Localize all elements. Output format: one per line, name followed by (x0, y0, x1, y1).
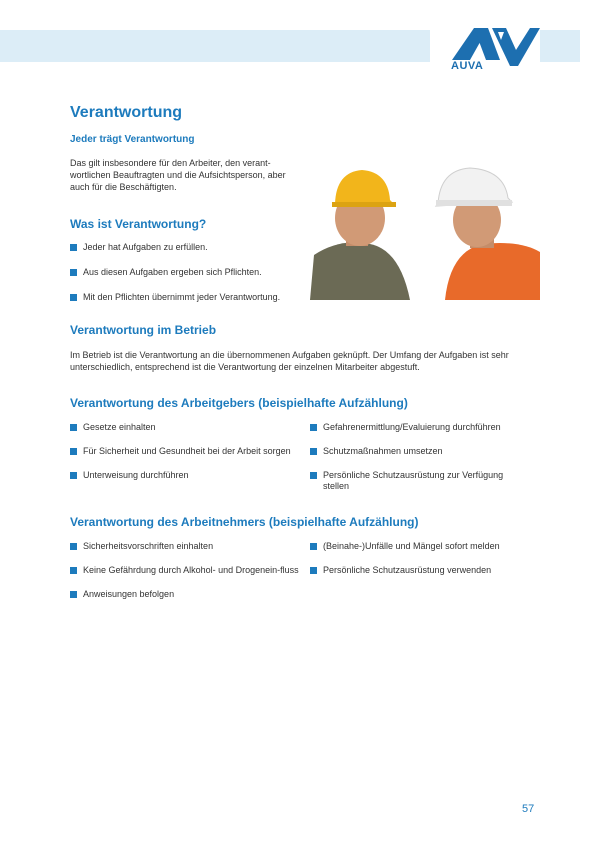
list-item: Jeder hat Aufgaben zu erfüllen. (70, 242, 310, 253)
list-item: (Beinahe-)Unfälle und Mängel sofort melden (310, 541, 530, 552)
list-item: Anweisungen befolgen (70, 589, 305, 600)
page-number: 57 (522, 803, 535, 815)
list-item: Aus diesen Aufgaben ergeben sich Pflichten. (70, 267, 310, 278)
page-title: Verantwortung (70, 104, 183, 121)
section-heading-arbeitnehmer: Verantwortung des Arbeitnehmers (beispielhafte Aufzählung) (70, 515, 419, 529)
list-item: Sicherheitsvorschriften einhalten (70, 541, 305, 552)
what-list (70, 242, 310, 317)
list-item: Gesetze einhalten (70, 422, 305, 433)
list-item: Persönliche Schutzausrüstung verwenden (310, 565, 530, 576)
workers-illustration (310, 160, 540, 300)
arbeitnehmer-list-left (70, 541, 305, 613)
header-band-right (540, 30, 580, 62)
arbeitnehmer-list-right (310, 541, 530, 589)
list-item: Schutzmaßnahmen umsetzen (310, 446, 530, 457)
list-item: Gefahrenermittlung/Evaluierung durchführen (310, 422, 530, 433)
section-heading-betrieb: Verantwortung im Betrieb (70, 323, 217, 337)
list-item: Unterweisung durchführen (70, 470, 305, 481)
header-band (0, 30, 430, 62)
list-item: Persönliche Schutzausrüstung zur Verfügung stellen (310, 470, 530, 492)
betrieb-text: Im Betrieb ist die Verantwortung an die übernommenen Aufgaben geknüpft. Der Umfang der Aufgaben ist sehr unterschiedlich, entsprechend ist die Verantwortung der einzelnen Mitarbeiter abgestuft. (70, 350, 509, 372)
section-heading-arbeitgeber: Verantwortung des Arbeitgebers (beispielhafte Aufzählung) (70, 396, 408, 410)
list-item: Für Sicherheit und Gesundheit bei der Arbeit sorgen (70, 446, 305, 457)
list-item: Mit den Pflichten übernimmt jeder Verantwortung. (70, 292, 310, 303)
intro-text: Das gilt insbesondere für den Arbeiter, den verant-wortlichen Beauftragten und die Aufsichtsperson, aber auch für die Beschäftigten. (70, 158, 286, 192)
subheading: Jeder trägt Verantwortung (70, 134, 195, 145)
arbeitgeber-list-right (310, 422, 530, 505)
list-item: Keine Gefährdung durch Alkohol- und Drogenein-fluss (70, 565, 305, 576)
logo-text: AUVA (451, 60, 484, 72)
arbeitgeber-list-left (70, 422, 305, 494)
section-heading-what: Was ist Verantwortung? (70, 217, 207, 231)
